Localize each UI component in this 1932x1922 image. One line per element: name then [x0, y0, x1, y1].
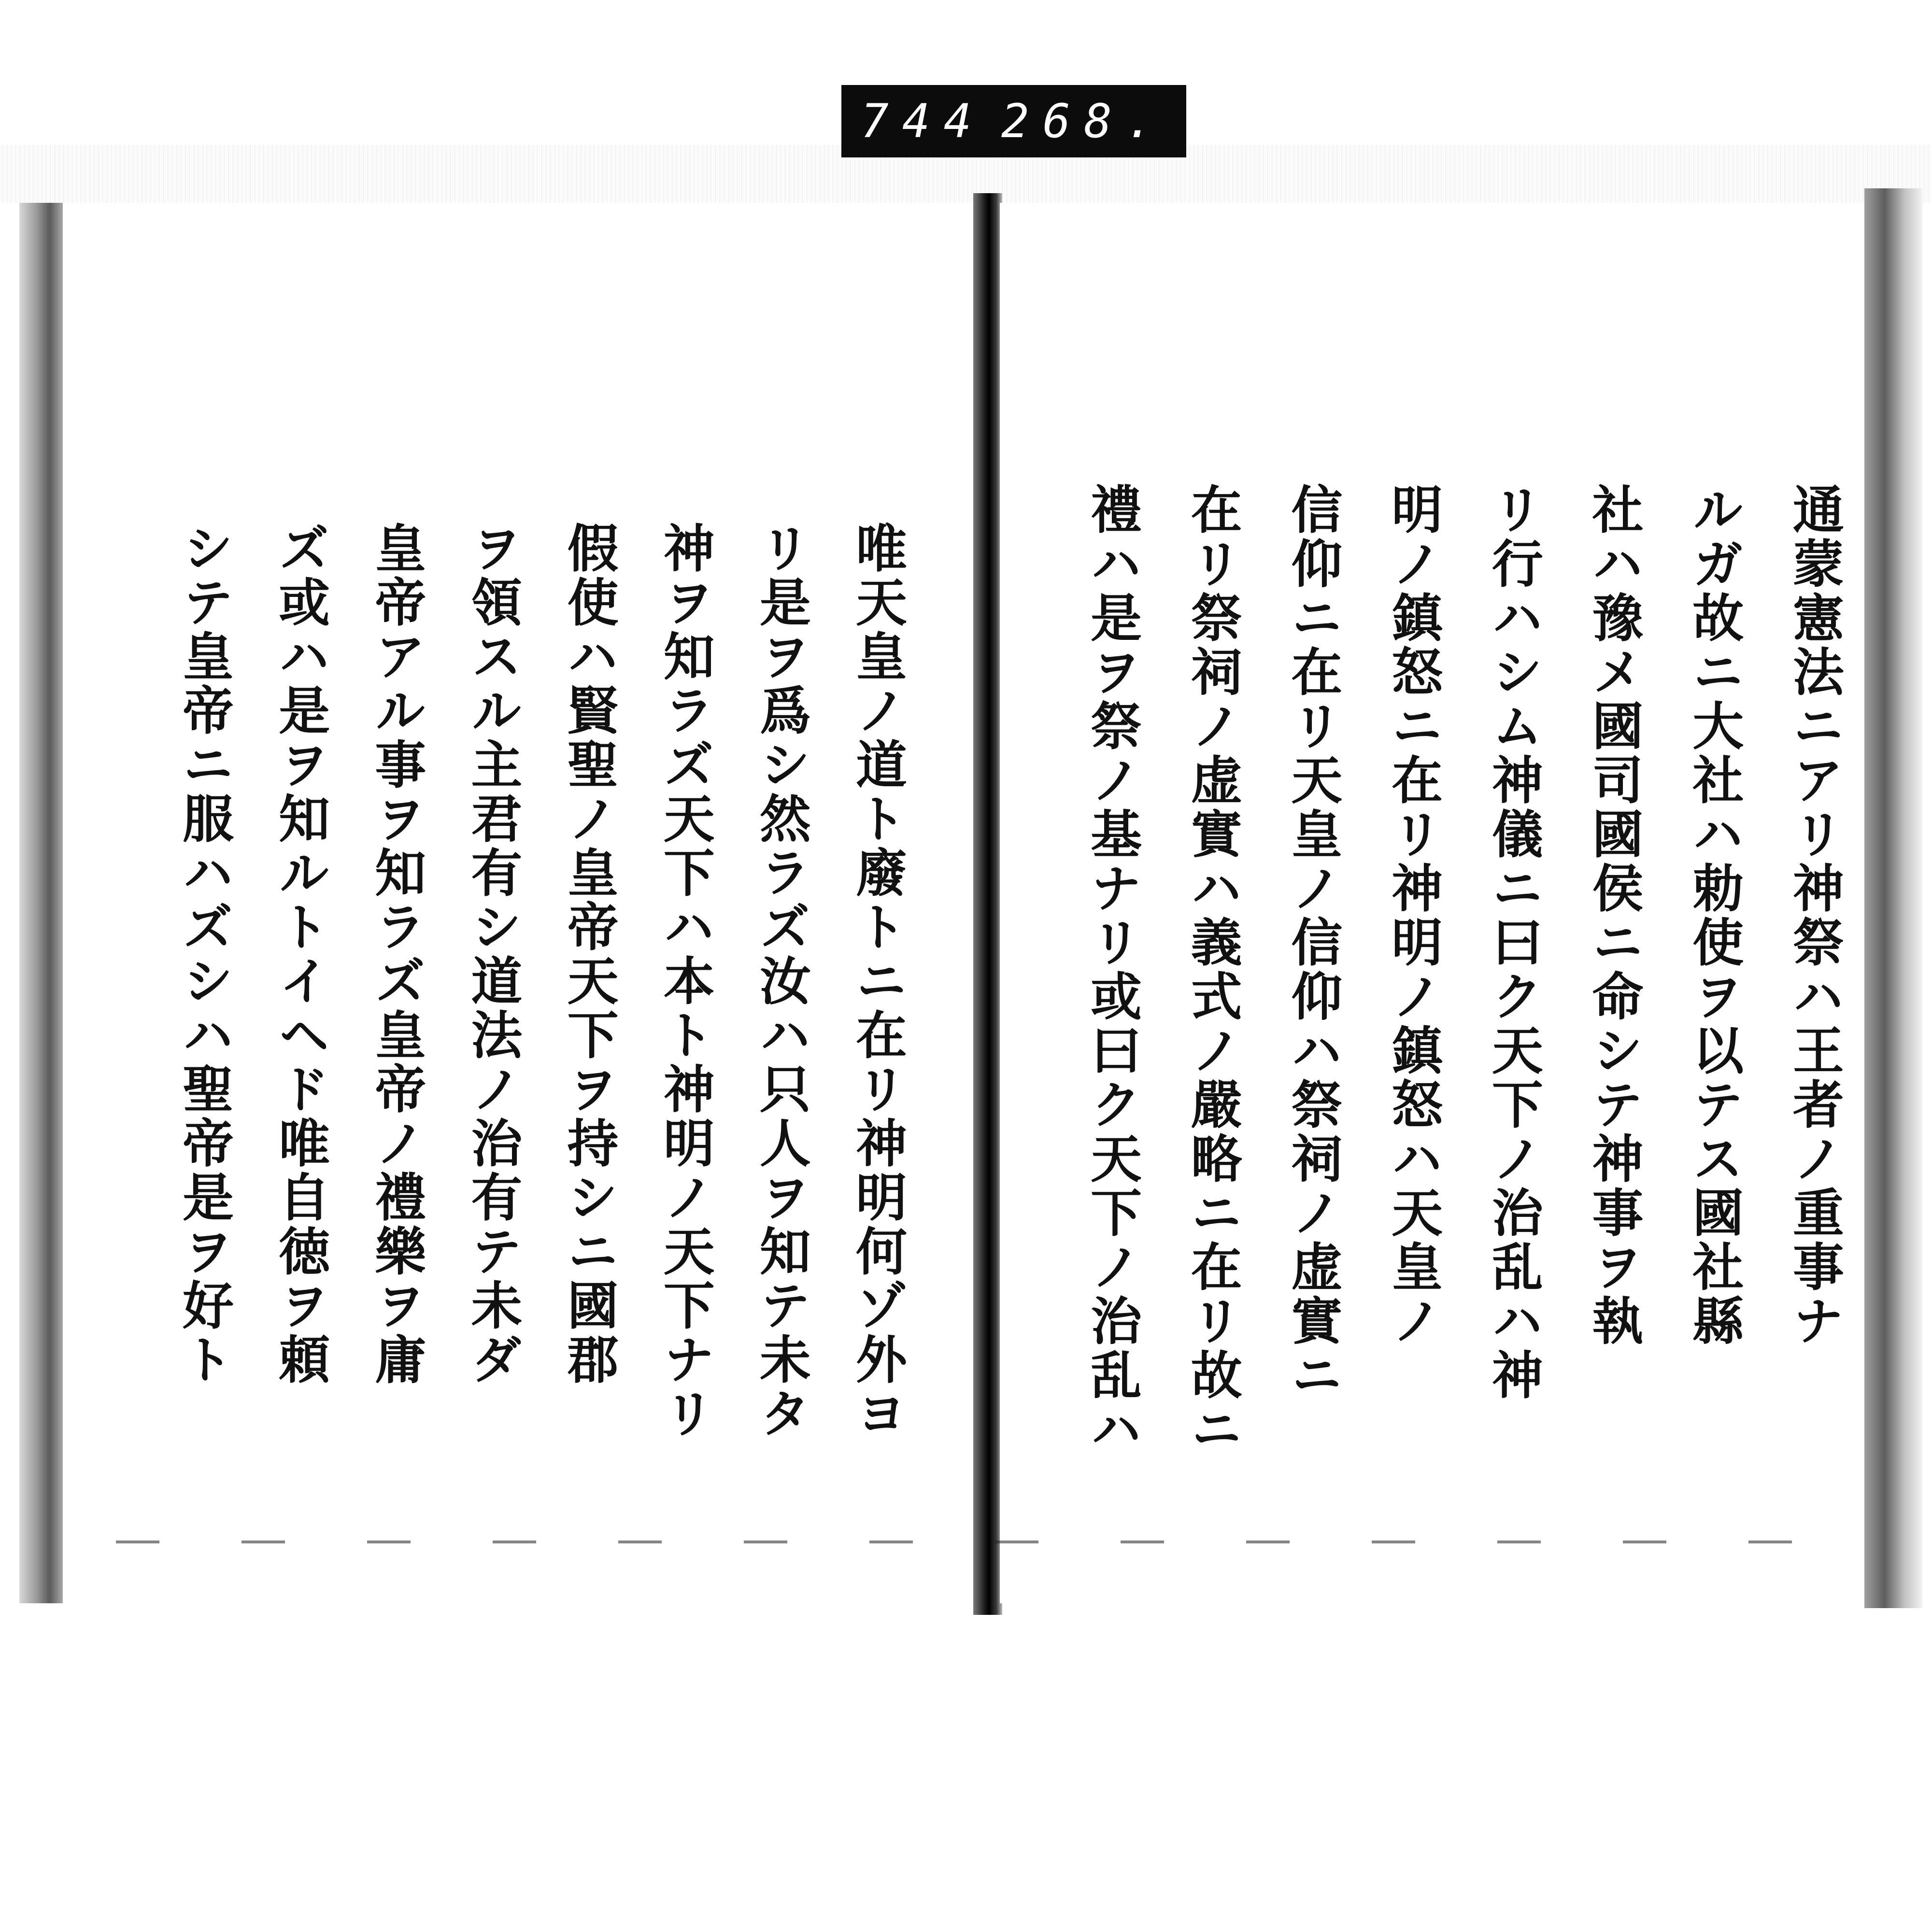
left-page: [63, 203, 976, 1603]
text-column: リ行ハシム神儀ニ曰ク天下ノ治乱ハ神: [1483, 483, 1544, 1402]
frame-number: 268.: [1001, 94, 1167, 148]
reel-number: 744: [861, 94, 985, 148]
text-column: リ是ヲ爲シ然ラズ汝ハ只人ヲ知テ未タ: [751, 522, 812, 1441]
right-page-text: [1082, 483, 1845, 1883]
text-column: ルガ故ニ大社ハ勅使ヲ以テス國社縣: [1684, 483, 1745, 1348]
text-column: 禮ハ是ヲ祭ノ基ナリ或曰ク天下ノ治乱ハ: [1082, 483, 1143, 1456]
text-column: 在リ祭祠ノ虚實ハ義式ノ嚴略ニ在リ故ニ: [1182, 483, 1243, 1456]
left-page-text: [174, 522, 908, 1922]
text-column: 唯天皇ノ道ト廢トニ在リ神明何ゾ外ヨ: [847, 522, 908, 1441]
text-column: 明ノ鎮怒ニ在リ神明ノ鎮怒ハ天皇ノ: [1383, 483, 1444, 1348]
text-column: 通蒙憲法ニアリ神祭ハ王者ノ重事ナ: [1784, 483, 1845, 1348]
microfilm-frame-label: [841, 85, 1186, 157]
text-column: 信仰ニ在リ天皇ノ信仰ハ祭祠ノ虚實ニ: [1283, 483, 1344, 1402]
book-edge-left: [19, 203, 63, 1603]
text-column: シテ皇帝ニ服ハズシハ聖帝是ヲ好ト: [174, 522, 235, 1387]
text-column: ヲ領スル主君有シ道法ノ治有テ未ダ: [463, 522, 524, 1387]
book-gutter: [973, 193, 1002, 1615]
text-column: 神ヲ知ラズ天下ハ本ト神明ノ天下ナリ: [655, 522, 716, 1441]
book-edge-right: [1864, 188, 1922, 1608]
text-column: 社ハ豫メ國司國侯ニ命シテ神事ヲ執: [1584, 483, 1645, 1348]
open-book: [19, 193, 1922, 1615]
text-column: ズ或ハ是ヲ知ルトイヘド唯自徳ヲ頼: [270, 522, 331, 1387]
page-bottom-marks: [116, 1540, 1806, 1543]
text-column: 假使ハ賢聖ノ皇帝天下ヲ持シニ國郡: [559, 522, 620, 1387]
right-page: [1000, 203, 1864, 1603]
text-column: 皇帝アル事ヲ知ラズ皇帝ノ禮樂ヲ庸: [367, 522, 427, 1387]
